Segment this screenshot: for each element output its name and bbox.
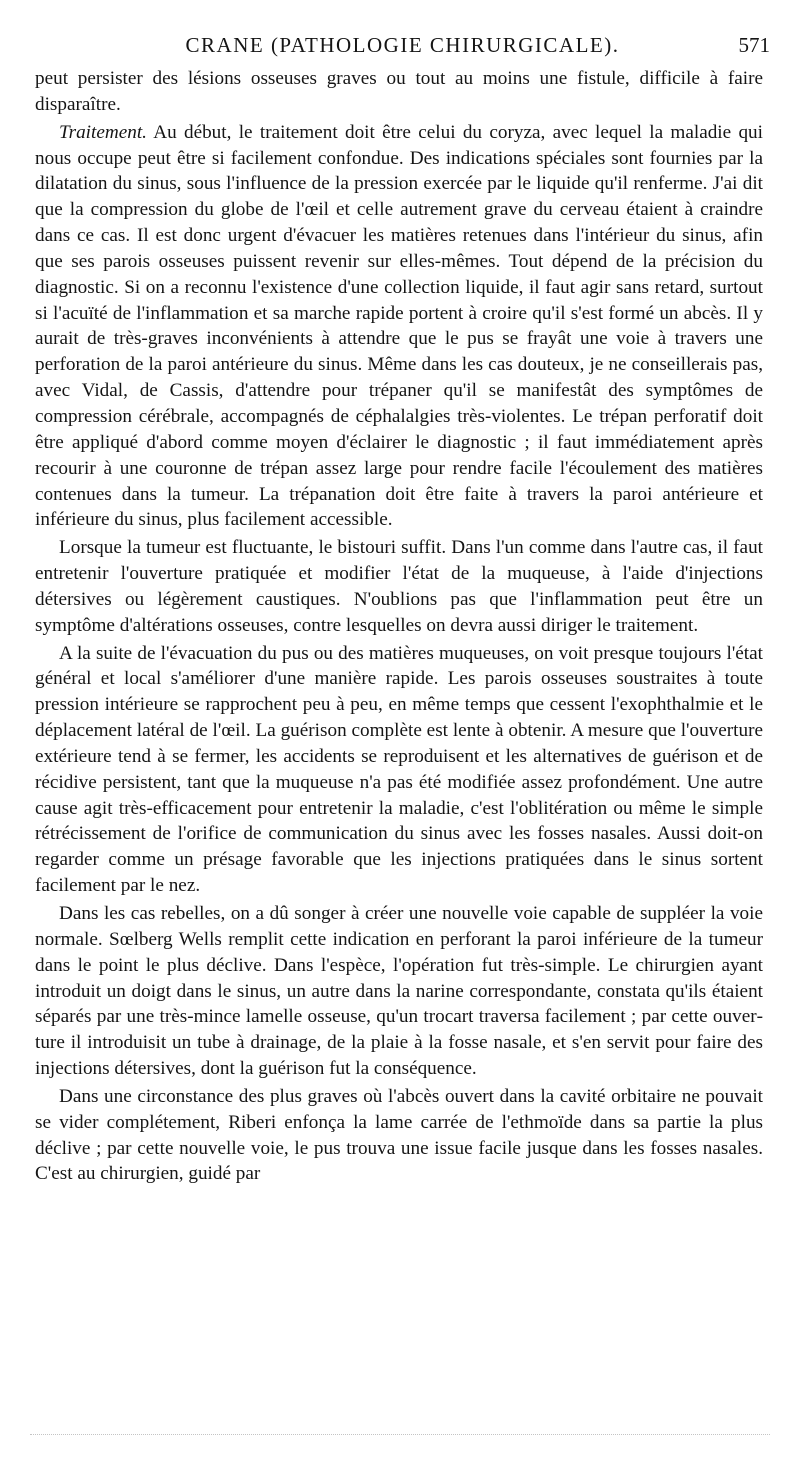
paragraph-text: Au début, le traitement doit être celui du coryza, avec lequel la maladie qui nous occupe peut être si facilement confondue. Des indications spéciales sont fournies par la dilatation du sinus, sous l'influence de la pression exercée par le liquide qu'il renferme. J'ai dit que la compression du globe de l'œil et celle autrement grave du cerveau étaient à craindre dans ce cas. Il est donc urgent d'évacuer les matières retenues dans l'intérieur du sinus, afin que ses parois osseuses puissent revenir sur elles-mêmes. Tout dépend de la précision du diagnostic. Si on a reconnu l'existence d'une collection liquide, il faut agir sans retard, surtout si l'acuïté de l'inflammation et sa marche rapide portent à croire qu'il s'est formé un abcès. Il y aurait de très-graves inconvénients à attendre que le pus se frayât une voie à travers une perforation de la paroi antérieure du sinus. Même dans les cas douteux, je ne conseillerais pas, avec Vidal, de Cassis, d'attendre pour trépaner qu'il se manifestât des symptômes de compression cérébrale, accompagnés de céphalalgies très-violentes. Le trépan perforatif doit être appliqué d'abord comme moyen d'éclairer le diagnostic ; il faut immédiatement après recourir à une couronne de trépan assez large pour rendre facile l'écoulement des matières contenues dans la tumeur. La trépanation doit être faite à travers la paroi antérieure et inférieure du sinus, plus facilement accessible. bbox=[35, 121, 763, 531]
paragraph bbox=[35, 535, 763, 638]
paragraph-text: Dans une circonstance des plus graves où l'abcès ouvert dans la cavité orbitaire ne pouvait se vider complétement, Riberi enfonça la lame carrée de l'ethmoïde dans sa partie la plus déclive ; par cette nouvelle voie, le pus trouva une issue facile jusque dans les fosses nasales. C'est au chirurgien, guidé par bbox=[35, 1085, 763, 1185]
paragraph-traitement bbox=[35, 120, 763, 534]
running-title: CRANE (PATHOLOGIE CHIRURGICALE). bbox=[185, 33, 620, 57]
paragraph-text: Lorsque la tumeur est fluctuante, le bistouri suffit. Dans l'un comme dans l'autre cas, il faut entretenir l'ouverture pratiquée et modifier l'état de la muqueuse, à l'aide d'injections détersives ou légèrement caustiques. N'oublions pas que l'inflammation peut être un symptôme d'altérations osseuses, contre lesquelles on devra aussi diriger le traitement. bbox=[35, 537, 763, 636]
paragraph bbox=[35, 1084, 763, 1187]
paragraph bbox=[35, 641, 763, 899]
body-text bbox=[35, 66, 763, 1189]
bleed-through-line bbox=[30, 1434, 770, 1441]
paragraph-text: peut persister des lésions osseuses graves ou tout au moins une fistule, difficile à faire disparaître. bbox=[35, 68, 763, 115]
paragraph-text: Dans les cas rebelles, on a dû songer à créer une nouvelle voie capable de suppléer la voie normale. Sœlberg Wells remplit cette indication en perforant la paroi inférieure de la tumeur dans le point le plus déclive. Dans l'espèce, l'opération fut très-simple. Le chirurgien ayant introduit un doigt dans le sinus, un autre dans la narine correspondante, constata qu'ils étaient séparés par une très-mince lamelle osseuse, qu'un trocart traversa facilement ; par cette ouverture il introduisit un tube à drainage, de la plaie à la fosse nasale, et s'en servit pour faire des injections détersives, dont la guérison fut la conséquence. bbox=[35, 903, 763, 1080]
paragraph-continuation bbox=[35, 66, 763, 118]
page-number: 571 bbox=[738, 33, 770, 57]
paragraph bbox=[35, 901, 763, 1082]
section-lead: Traitement. bbox=[59, 121, 147, 143]
running-header bbox=[35, 30, 770, 60]
paragraph-text: A la suite de l'évacuation du pus ou des matières muqueuses, on voit presque toujours l'état général et local s'améliorer d'une manière rapide. Les parois osseuses soustraites à toute pression intérieure se rapprochent peu à peu, en même temps que cessent l'exophthalmie et le déplacement latéral de l'œil. La guérison complète est lente à obtenir. A mesure que l'ouverture extérieure tend à se fermer, les accidents se reproduisent et les alternatives de guérison et de récidive persistent, tant que la muqueuse n'a pas été modifiée assez profondément. Une autre cause agit très-efficacement pour entretenir la maladie, c'est l'oblitération ou même le simple rétrécissement de l'orifice de communication du sinus avec les fosses nasales. Aussi doit-on regarder comme un présage favorable que les injections pratiquées dans le sinus sortent facilement par le nez. bbox=[35, 642, 763, 897]
